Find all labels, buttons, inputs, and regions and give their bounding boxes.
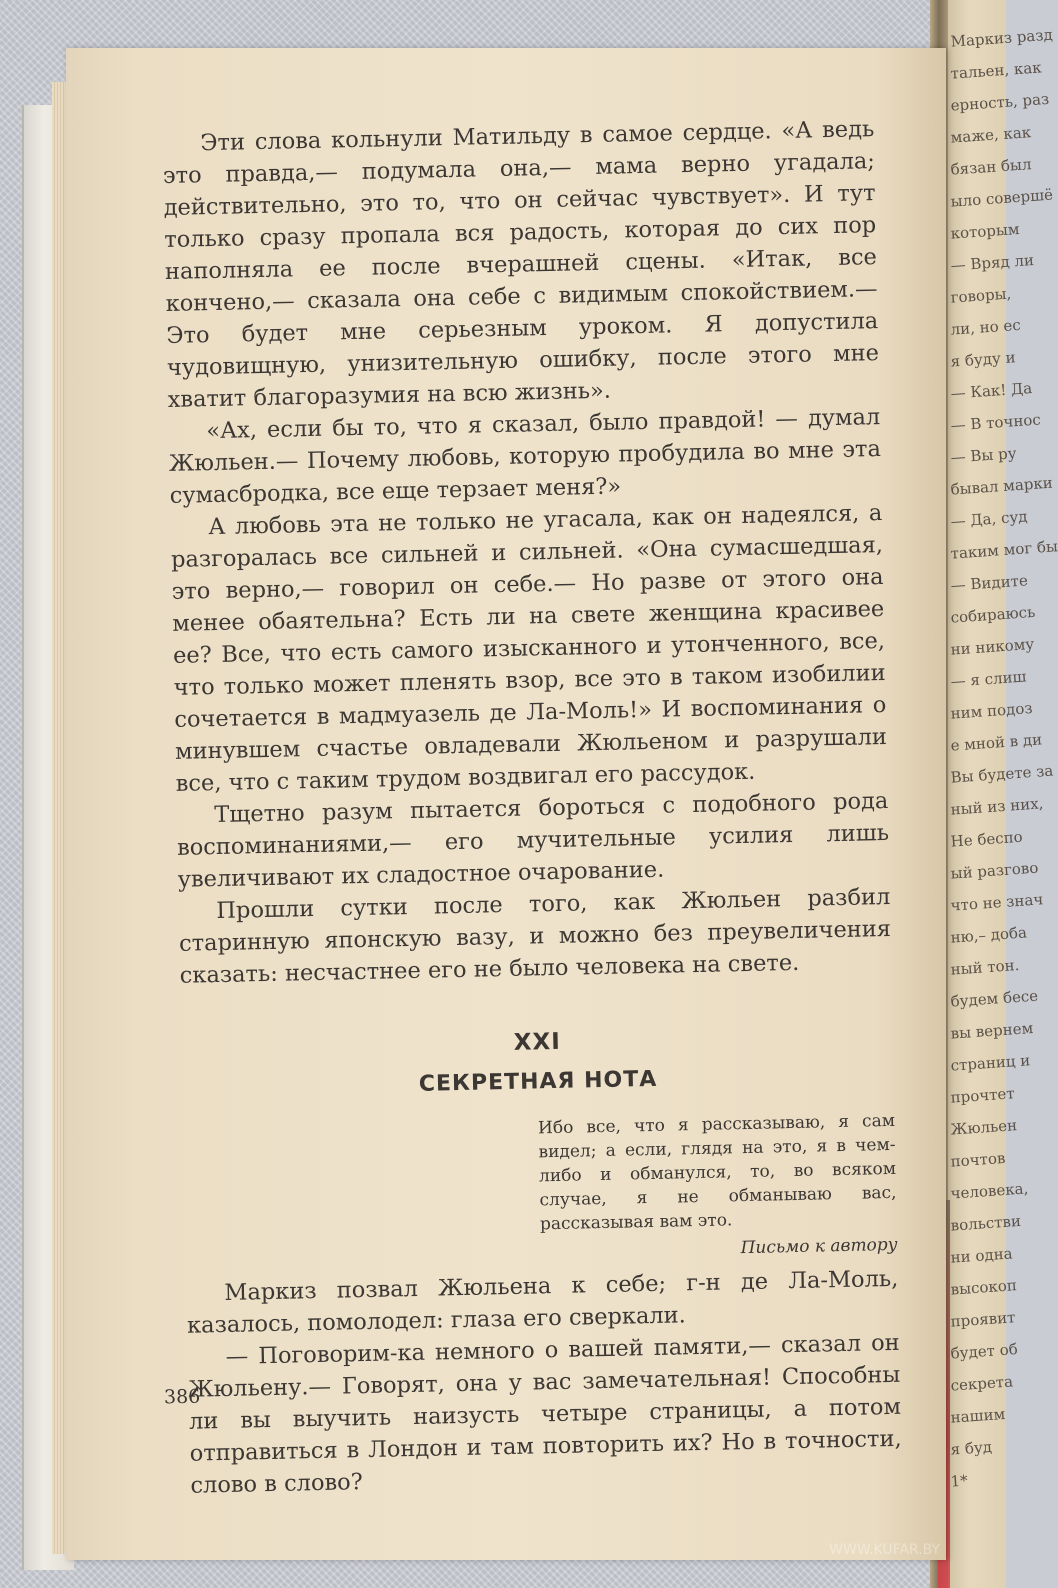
right-page-line: прочтет xyxy=(950,1084,1016,1107)
right-page-line: почтов xyxy=(950,1148,1006,1171)
right-page-line: ыло совершё xyxy=(950,185,1054,211)
right-page-line: 1* xyxy=(950,1471,969,1491)
right-page-line: Жюльен xyxy=(950,1116,1018,1139)
right-page-line: ни никому xyxy=(950,634,1035,659)
right-page-line: — Вы ру xyxy=(950,444,1018,467)
right-page-line: ерность, раз xyxy=(950,89,1050,115)
page-text xyxy=(162,113,903,1502)
epigraph-source: Письмо к автору xyxy=(740,1234,898,1259)
right-page-line: ню,– доба xyxy=(950,923,1028,947)
paragraph: Эти слова кольнули Матильду в самое сердце. «А ведь это правда,— подумала она,— мама верно угадала; действительно, это то, что он сейчас чувствует». И тут только сразу пропала вся радость, которая до сих пор наполняла ее после вчерашней сцены. «Итак, все кончено,— сказала она себе с видимым спокойствием.— Это будет мне серьезным уроком. Я допустила чудовищную, унизительную ошибку, после этого мне хватит благоразумия на всю жизнь». xyxy=(162,116,880,413)
right-page-line: что не знач xyxy=(950,890,1044,915)
right-page-line: вы вернем xyxy=(950,1018,1034,1043)
right-page-line: которым xyxy=(950,219,1021,243)
right-page-line: нашим xyxy=(950,1404,1006,1427)
right-page-line: — Вряд ли xyxy=(950,250,1035,275)
right-page-line: бывал марки xyxy=(950,473,1054,499)
right-page-line: — Видите xyxy=(950,571,1029,595)
chapter-title: СЕКРЕТНАЯ НОТА xyxy=(418,1066,658,1097)
right-page-line: высокоп xyxy=(950,1276,1018,1299)
right-page-line: ли, но ес xyxy=(950,315,1022,339)
right-page-line: маже, как xyxy=(950,123,1032,147)
paragraph: «Ах, если бы то, что я сказал, было правдой! — думал Жюльен.— Почему любовь, которую пробудила во мне эта сумасбродка, все еще терзает меня?» xyxy=(168,404,882,509)
right-page-line: вольстви xyxy=(950,1211,1022,1235)
paragraph: А любовь эта не только не угасала, как он надеялся, а разгоралась все сильней и сильней. «Она сумасшедшая, это верно,— говорил он себе.— Но разве от этого она менее обаятельна? Есть ли на свете женщина красивее ее? Все, что есть самого изысканного и утонченного, все, что только может пленять взор, все это в таком изобилии сочетается в мадмуазель де Ла-Моль!» И воспоминания о минувшем счастье овладевали Жюльеном и разрушали все, что с таким трудом воздвигал его рассудок. xyxy=(170,500,888,797)
watermark: WWW.KUFAR.BY xyxy=(829,1542,940,1558)
right-page-line: таким мог бы xyxy=(950,537,1058,563)
right-page-line: будет об xyxy=(950,1340,1019,1363)
right-page-fragment xyxy=(946,0,1058,1588)
right-page-line: я буду и xyxy=(950,348,1017,371)
right-page-line: тальен, как xyxy=(950,58,1043,83)
right-page-line: человека, xyxy=(950,1179,1029,1203)
paragraph: — Поговорим-ка немного о вашей памяти,— сказал он Жюльену.— Говорят, она у вас замечательная! Способны ли вы выучить наизусть четыре страницы, а потом отправиться в Лондон и там повторить их? Но в точности, слово в слово? xyxy=(188,1329,902,1499)
right-page-line: ный из них, xyxy=(950,794,1044,819)
right-page-line: страниц и xyxy=(950,1051,1031,1075)
paragraph: Тщетно разум пытается бороться с подобного рода воспоминаниями,— его мучительные усилия лишь увеличивают их сладостное очарование. xyxy=(176,787,890,893)
right-page-line: Вы будете за xyxy=(950,761,1054,787)
right-page-line: собираюсь xyxy=(950,602,1036,627)
paragraph: Маркиз позвал Жюльена к себе; г-н де Ла-Моль, казалось, помолодел: глаза его сверкали. xyxy=(186,1265,899,1339)
right-page-line: — Как! Да xyxy=(950,379,1033,403)
chapter-number: XXI xyxy=(513,1028,562,1056)
right-page-line: — В точнос xyxy=(950,410,1042,435)
epigraph-text: Ибо все, что я рассказываю, я сам видел; а если, глядя на это, я в чем-либо и обманулся, то, во всяком случае, я не обманываю вас, рассказывая вам это. xyxy=(537,1110,897,1235)
right-page-line: е мной в ди xyxy=(950,730,1043,755)
right-page-line: — я слиш xyxy=(950,667,1028,691)
right-page-line: проявит xyxy=(950,1308,1017,1331)
paragraph: Прошли сутки после того, как Жюльен разбил старинную японскую вазу, и можно без преувеличения сказать: несчастнее его не было человека на свете. xyxy=(178,883,892,989)
right-page-line: я буд xyxy=(950,1437,993,1459)
right-page-line: ни одна xyxy=(950,1244,1014,1267)
epigraph xyxy=(538,1109,898,1264)
right-page-line: ный тон. xyxy=(950,955,1020,979)
right-page-line: ним подоз xyxy=(950,699,1034,723)
right-page-line: Не беспо xyxy=(950,827,1024,851)
right-page-line: Маркиз разд xyxy=(950,25,1054,51)
right-page-line: — Да, суд xyxy=(950,507,1029,531)
right-page-line: бязан был xyxy=(950,155,1033,179)
right-page-line: секрета xyxy=(950,1372,1014,1395)
page-number: 386 xyxy=(163,1385,201,1409)
right-page-line: говоры, xyxy=(950,284,1012,307)
right-page-line: будем бесе xyxy=(950,986,1039,1011)
right-page-line: ый разгово xyxy=(950,858,1039,883)
